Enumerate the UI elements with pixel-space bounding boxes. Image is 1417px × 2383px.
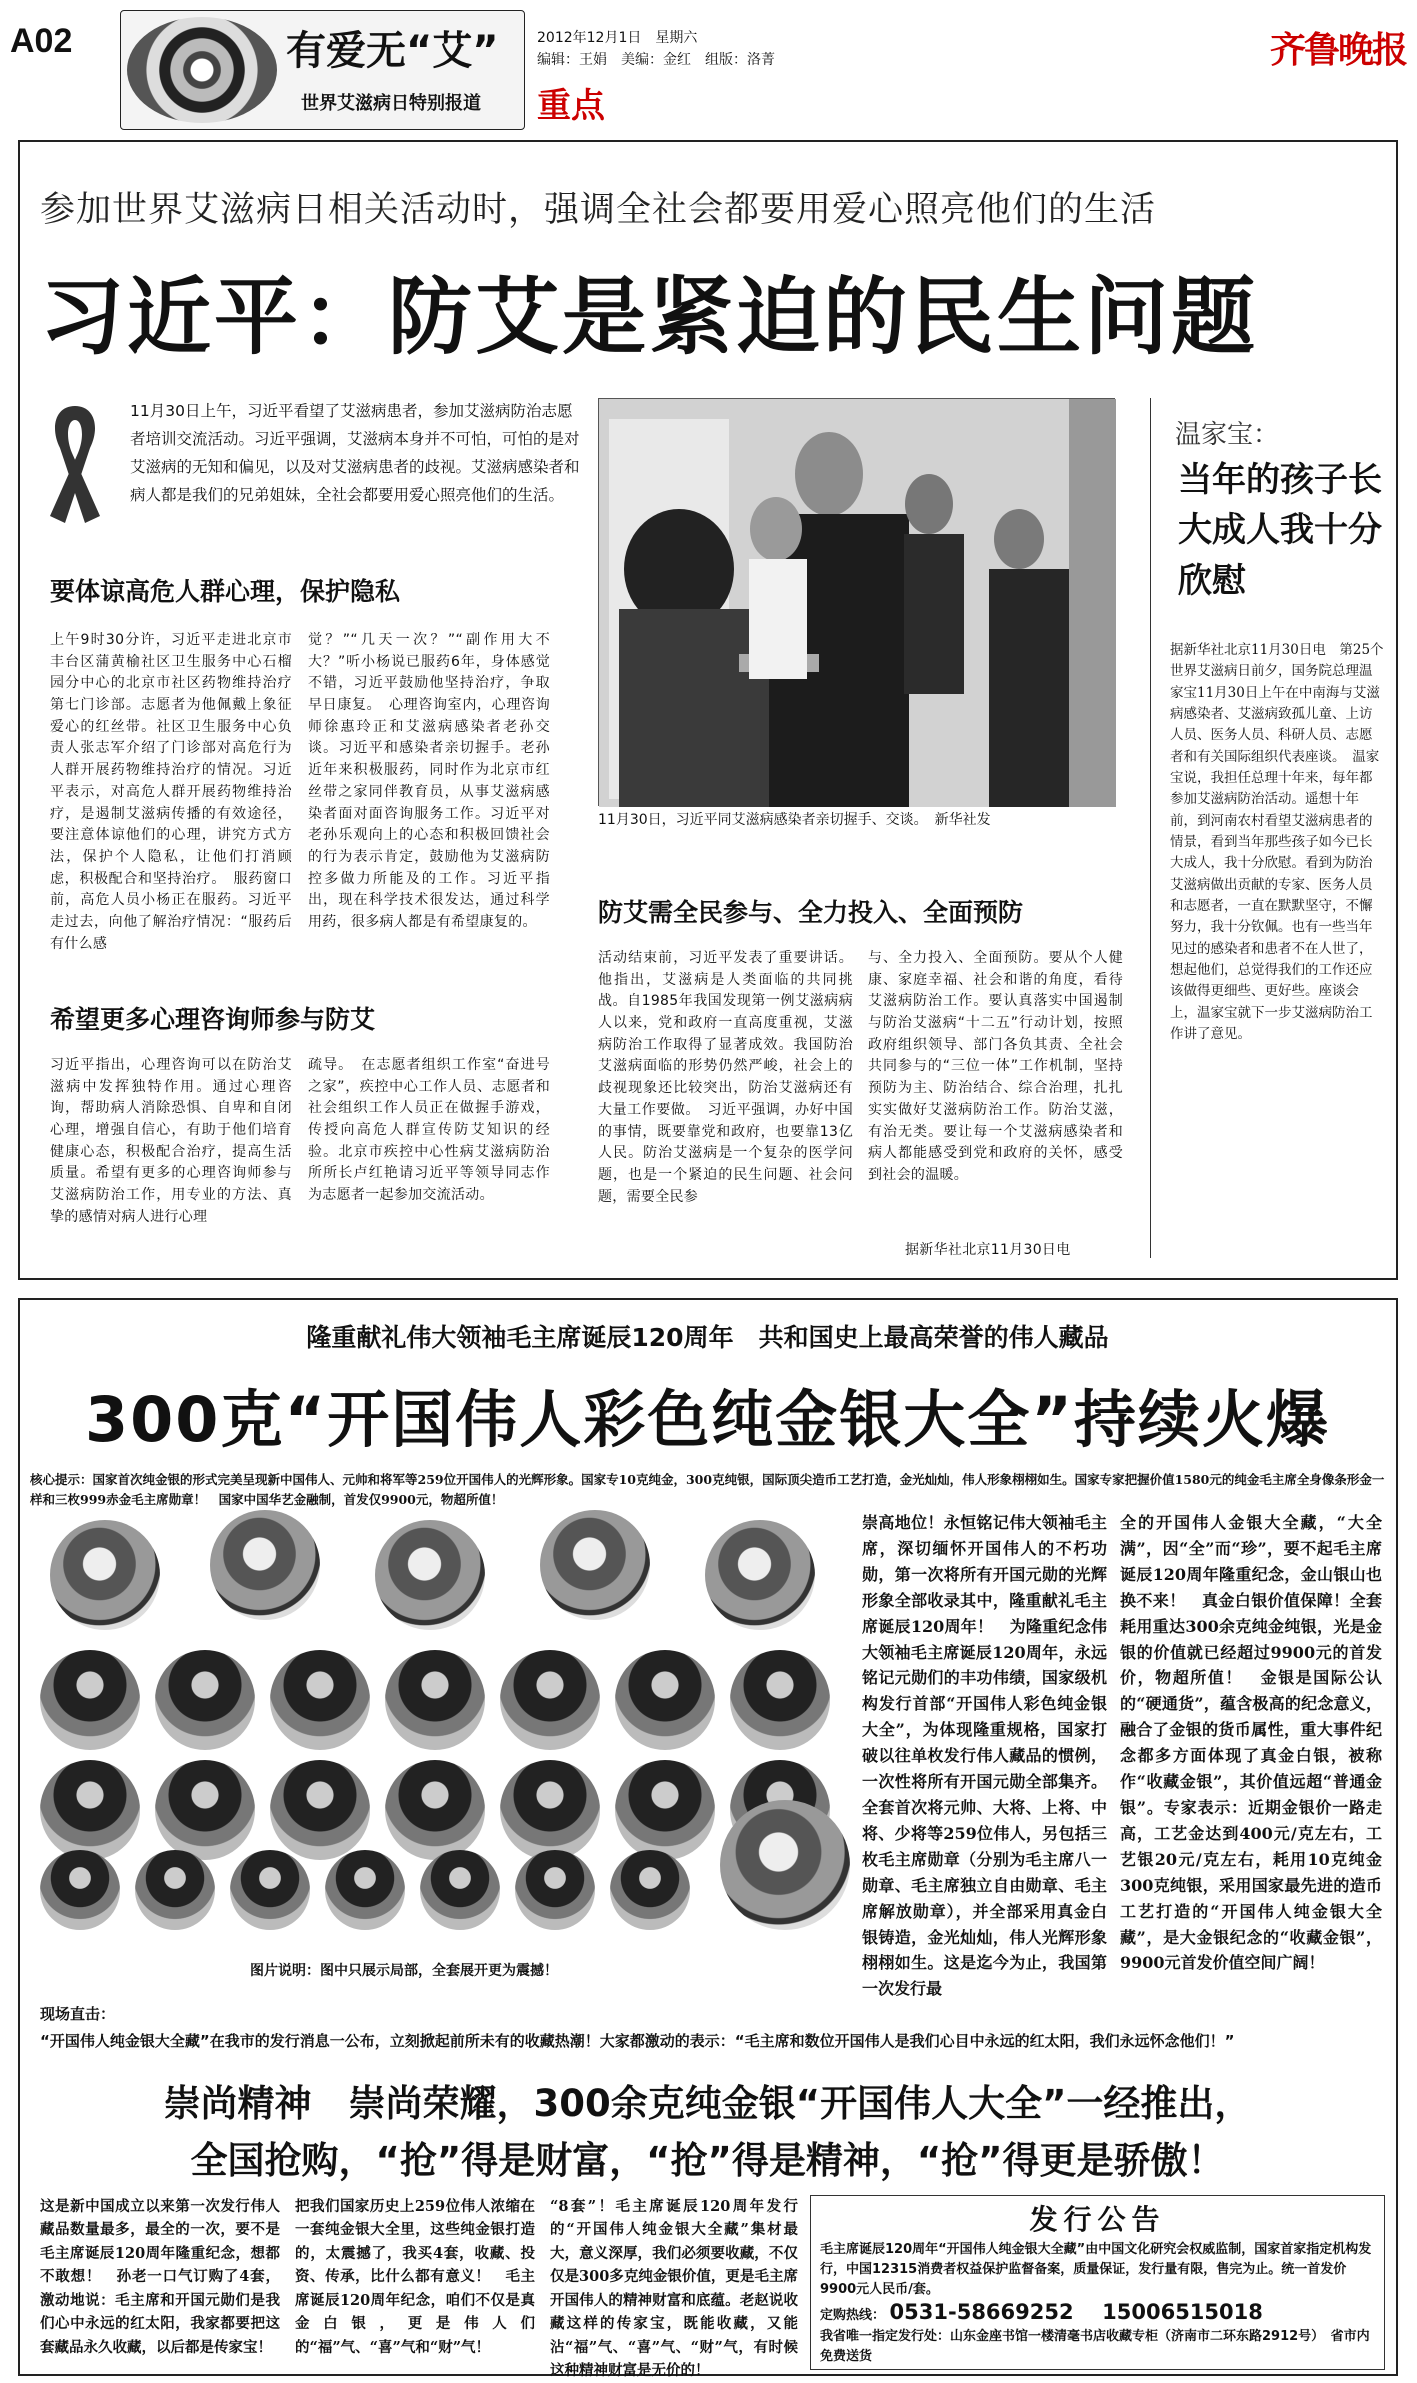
standing-figure-coin-icon	[375, 1520, 485, 1630]
ad-core-tip: 核心提示：国家首次纯金银的形式完美呈现新中国伟人、元帅和将军等259位开国伟人的光辉形象。国家专10克纯金，300克纯银，国际顶尖造币工艺打造，金光灿灿，伟人形象栩栩如生。国家专家把握价值1580元的纯金毛主席全身像条形金一样和三枚999赤金毛主席勋章！ 国家中国华艺金融制，首发仅9900元，物超所值！	[30, 1472, 1385, 1507]
portrait-medal-icon	[40, 1650, 140, 1750]
portrait-medal-icon	[155, 1760, 255, 1860]
article-subtitle: 参加世界艾滋病日相关活动时，强调全社会都要用爱心照亮他们的生活	[40, 190, 1157, 230]
issue-meta	[537, 28, 775, 71]
hotline-phone-2[interactable]: 15006515018	[1102, 2300, 1263, 2325]
issue-notice-body	[820, 2240, 1380, 2367]
section3-byline: 据新华社北京11月30日电	[905, 1242, 1071, 1258]
portrait-medal-icon	[270, 1650, 370, 1750]
testimonial-1: 这是新中国成立以来第一次发行伟人藏品数量最多，最全的一次，要不是毛主席诞辰120周年隆重纪念，想都不敢想！ 孙老一口气订购了4套，激动地说：毛主席和开国元勋们是我们心中永远的红太阳，我家都要把这套藏品永久收藏，以后都是传家宝！	[40, 2198, 280, 2356]
issue-date: 2012年12月1日 星期六	[537, 30, 698, 46]
portrait-medal-icon	[420, 1850, 500, 1930]
portrait-medal-icon	[500, 1650, 600, 1750]
portrait-medal-icon	[615, 1650, 715, 1750]
section2-col1: 习近平指出，心理咨询可以在防治艾滋病中发挥独特作用。通过心理咨询，帮助病人消除恐惧、自卑和自闭心理，增强自信心，有助于他们培育健康心态，积极配合治疗，提高生活质量。希望有更多的心理咨询师参与艾滋病防治工作，用专业的方法、真挚的感情对病人进行心理	[50, 1057, 292, 1225]
testimonial-3: “8套”！毛主席诞辰120周年发行的“开国伟人纯金银大全藏”集材最大，意义深厚，我们必须要收藏，不仅仅是300多克纯金银价值，更是毛主席开国伟人的精神财富和底蕴。老赵说收藏这样的传家宝，既能收藏，又能沾“福”气、“喜”气、“财”气，有时候这种精神财富是无价的！	[550, 2198, 798, 2380]
live-report-label: 现场直击：	[40, 2005, 116, 2023]
portrait-medal-icon	[270, 1760, 370, 1860]
standing-figure-coin-icon	[210, 1510, 320, 1620]
section1-title: 要体谅高危人群心理，保护隐私	[50, 577, 401, 606]
gold-bar-icon	[720, 1800, 850, 1930]
section2-col2: 疏导。 在志愿者组织工作室“奋进号之家”，疾控中心工作人员、志愿者和社会组织工作人员正在做握手游戏，传授向高危人群宣传防艾知识的经验。北京市疾控中心性病艾滋病防治所所长卢红艳请习近平等领导同志作为志愿者一起参加交流活动。	[308, 1057, 550, 1204]
side-body: 据新华社北京11月30日电 第25个世界艾滋病日前夕，国务院总理温家宝11月30日上午在中南海与艾滋病感染者、艾滋病致孤儿童、上访人员、医务人员、科研人员、志愿者和有关国际组织代表座谈。 温家宝说，我担任总理十年来，每年都参加艾滋病防治活动。遥想十年前，到河南农村看望艾滋病患者的情景，看到当年那些孩子如今已长大成人，我十分欣慰。看到为防治艾滋病做出贡献的专家、医务人员和志愿者，一直在默默坚守，不懈努力，我十分钦佩。也有一些当年见过的感染者和患者不在人世了，想起他们，总觉得我们的工作还应该做得更细些、更好些。座谈会上，温家宝就下一步艾滋病防治工作讲了意见。	[1170, 642, 1384, 1042]
ad-column-1: 崇高地位！永恒铭记伟大领袖毛主席，深切缅怀开国伟人的不朽功勋，第一次将所有开国元勋的光辉形象全部收录其中，隆重献礼毛主席诞辰120周年！ 为隆重纪念伟大领袖毛主席诞辰120周年，永远铭记元勋们的丰功伟绩，国家级机构发行首部“开国伟人彩色纯金银大全”，为体现隆重规格，国家打破以往单枚发行伟人藏品的惯例，一次性将所有开国元勋全部集齐。全套首次将元帅、大将、上将、中将、少将等259位伟人，另包括三枚毛主席勋章（分别为毛主席八一勋章、毛主席独立自由勋章、毛主席解放勋章），并全部采用真金白银铸造，金光灿灿，伟人光辉形象栩栩如生。这是迄今为止，我国第一次发行最	[862, 1513, 1107, 1999]
photo-caption: 11月30日，习近平同艾滋病感染者亲切握手、交谈。 新华社发	[598, 812, 991, 828]
hotline-label: 定购热线：	[820, 2308, 886, 2324]
hotline-row	[820, 2300, 1380, 2326]
news-photo	[598, 398, 1115, 806]
hands-logo-icon	[127, 17, 277, 123]
banner-title: 有爱无“艾”	[286, 28, 499, 74]
portrait-medal-icon	[135, 1850, 215, 1930]
portrait-medal-icon	[610, 1850, 690, 1930]
issue-notice-title: 发行公告	[1029, 2203, 1166, 2236]
side-kicker: 温家宝：	[1175, 420, 1280, 450]
standing-figure-coin-icon	[540, 1510, 650, 1620]
newspaper-logo: 齐鲁晚报	[1270, 29, 1407, 71]
red-ribbon-icon	[40, 398, 110, 528]
testimonial-2: 把我们国家历史上259位伟人浓缩在一套纯金银大全里，这些纯金银打造的，太震撼了，我买4套，收藏、投资、传承，比什么都有意义！ 毛主席诞辰120周年纪念，咱们不仅是真金白银，更是伟人们的“福”气、“喜”气和“财”气！	[295, 2198, 535, 2356]
ad-slogan	[30, 2075, 1385, 2190]
section-label: 重点	[537, 86, 605, 126]
hotline-phone-1[interactable]: 0531-58669252	[889, 2300, 1074, 2325]
special-report-banner	[120, 10, 525, 130]
portrait-medal-icon	[615, 1760, 715, 1860]
portrait-medal-icon	[155, 1650, 255, 1750]
side-headline: 当年的孩子长大成人我十分欣慰	[1178, 460, 1382, 601]
portrait-medal-icon	[230, 1850, 310, 1930]
issue-staff: 编辑：王娟 美编：金红 组版：洛菁	[537, 51, 775, 68]
notice-text: 毛主席诞辰120周年“开国伟人纯金银大全藏”由中国文化研究会权威监制，国家首家指定机构发行，中国12315消费者权益保护监督备案，质量保证，发行量有限，售完为止。统一首发价9900元人民币/套。	[820, 2242, 1372, 2298]
portrait-medal-icon	[325, 1850, 405, 1930]
live-report-quote: “开国伟人纯金银大全藏”在我市的发行消息一公布，立刻掀起前所未有的收藏热潮！大家都激动的表示：“毛主席和数位开国伟人是我们心目中永远的红太阳，我们永远怀念他们！”	[40, 2032, 1235, 2050]
coin-collection-image	[40, 1510, 850, 1950]
column-divider	[1150, 398, 1151, 1258]
notice-address: 我省唯一指定发行处：山东金座书馆一楼清毫书店收藏专柜（济南市二环东路2912号） 省市内免费送货	[820, 2328, 1370, 2364]
ad-column-2: 全的开国伟人金银大全藏，“大全满”，因“全”而“珍”，要不起毛主席诞辰120周年隆重纪念，金山银山也换不来！ 真金白银价值保障！全套耗用重达300余克纯金纯银，光是金银的价值就已经超过9900元的首发价，物超所值！ 金银是国际公认的“硬通货”，蕴含极高的纪念意义，融合了金银的货币属性，重大事件纪念都多方面体现了真金白银，被称作“收藏金银”，其价值远超“普通金银”。专家表示：近期金银价一路走高，工艺金达到400元/克左右，工艺银20元/克左右，耗用10克纯金300克纯银，采用国家最先进的造币工艺打造的“开国伟人纯金银大全藏”，是大金银纪念的“收藏金银”，9900元首发价值空间广阔！	[1120, 1513, 1382, 1973]
standing-figure-coin-icon	[705, 1520, 815, 1630]
section3-title: 防艾需全民参与、全力投入、全面预防	[598, 898, 1024, 927]
portrait-medal-icon	[40, 1850, 120, 1930]
article-lead: 11月30日上午，习近平看望了艾滋病患者，参加艾滋病防治志愿者培训交流活动。习近平强调，艾滋病本身并不可怕，可怕的是对艾滋病的无知和偏见，以及对艾滋病患者的歧视。艾滋病感染者和病人都是我们的兄弟姐妹，全社会都要用爱心照亮他们的生活。	[130, 402, 580, 504]
section3-col2: 与、全力投入、全面预防。要从个人健康、家庭幸福、社会和谐的角度，看待艾滋病防治工作。要认真落实中国遏制与防治艾滋病“十二五”行动计划，按照政府组织领导、部门各负其责、全社会共同参与的“三位一体”工作机制，坚持预防为主、防治结合、综合治理，扎扎实实做好艾滋病防治工作。防治艾滋，有治无类。要让每一个艾滋病感染者和病人都能感受到党和政府的关怀，感受到社会的温暖。	[868, 950, 1123, 1183]
portrait-medal-icon	[500, 1760, 600, 1860]
ad-slogan-line2: 全国抢购，“抢”得是财富，“抢”得是精神，“抢”得更是骄傲！	[190, 2139, 1225, 2183]
section3-col1: 活动结束前，习近平发表了重要讲话。他指出，艾滋病是人类面临的共同挑战。自1985年我国发现第一例艾滋病病人以来，党和政府一直高度重视，艾滋病防治工作取得了显著成效。我国防治艾滋病面临的形势仍然严峻，社会上的歧视现象还比较突出，防治艾滋病还有大量工作要做。 习近平强调，办好中国的事情，既要靠党和政府，也要靠13亿人民。防治艾滋病是一个复杂的医学问题，也是一个紧迫的民生问题、社会问题，需要全民参	[598, 950, 853, 1205]
coin-picture-caption: 图片说明：图中只展示局部，全套展开更为震撼！	[250, 1963, 558, 1979]
portrait-medal-icon	[385, 1650, 485, 1750]
ad-title-line1: 隆重献礼伟大领袖毛主席诞辰120周年 共和国史上最高荣誉的伟人藏品	[306, 1323, 1109, 1352]
page-number: A02	[10, 22, 73, 60]
banner-subtitle: 世界艾滋病日特别报道	[301, 93, 481, 114]
standing-figure-coin-icon	[50, 1520, 160, 1630]
ad-title-line2: 300克“开国伟人彩色纯金银大全”持续火爆	[85, 1383, 1330, 1456]
portrait-medal-icon	[515, 1850, 595, 1930]
handshake-photo-icon	[599, 399, 1116, 807]
section1-col1: 上午9时30分许，习近平走进北京市丰台区蒲黄榆社区卫生服务中心石榴园分中心的北京市社区药物维持治疗第七门诊部。志愿者为他佩戴上象征爱心的红丝带。社区卫生服务中心负责人张志军介绍了门诊部对高危行为人群开展药物维持治疗的情况。习近平表示，对高危人群开展药物维持治疗，是遏制艾滋病传播的有效途径，要注意体谅他们的心理，讲究方式方法，保护个人隐私，让他们打消顾虑，积极配合和坚持治疗。 服药窗口前，高危人员小杨正在服药。习近平走过去，向他了解治疗情况：“服药后有什么感	[50, 632, 292, 952]
portrait-medal-icon	[40, 1760, 140, 1860]
article-headline: 习近平：防艾是紧迫的民生问题	[40, 268, 1259, 366]
portrait-medal-icon	[730, 1650, 830, 1750]
portrait-medal-icon	[385, 1760, 485, 1860]
section1-col2: 觉？”“几天一次？”“副作用大不大？”听小杨说已服药6年，身体感觉不错，习近平鼓励他坚持治疗，争取早日康复。 心理咨询室内，心理咨询师徐惠玲正和艾滋病感染者老孙交谈。习近平和感染者亲切握手。老孙近年来积极服药，同时作为北京市红丝带之家同伴教育员，从事艾滋病感染者面对面咨询服务工作。习近平对老孙乐观向上的心态和积极回馈社会的行为表示肯定，鼓励他为艾滋病防控多做力所能及的工作。习近平指出，现在科学技术很发达，通过科学用药，很多病人都是有希望康复的。	[308, 632, 550, 930]
section2-title: 希望更多心理咨询师参与防艾	[50, 1005, 376, 1034]
ad-slogan-line1: 崇尚精神 崇尚荣耀，300余克纯金银“开国伟人大全”一经推出，	[163, 2082, 1252, 2125]
